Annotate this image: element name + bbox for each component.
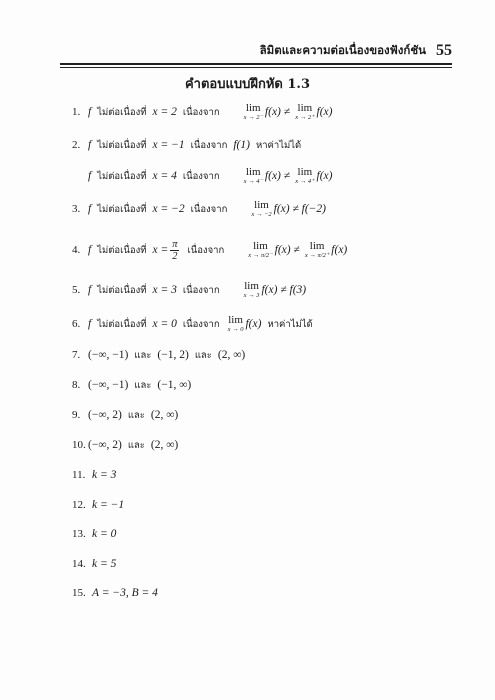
answer-item-12 [72,494,124,516]
function-name: f [88,170,92,182]
condition: x = 3 [152,284,177,296]
reason-expression [249,200,326,218]
because-text: เนื่องจาก [190,139,228,151]
limit-left-expr: f(x) [264,106,281,118]
function-name: f [88,203,92,215]
reason-expression [242,281,307,299]
answer-item-11 [72,464,116,486]
equation: k = 5 [92,558,117,570]
not-continuous-text: ไม่ต่อเนื่องที่ [97,284,147,296]
limit-right-expr: f(x) [316,170,333,182]
equation: k = 3 [92,469,117,481]
limit-expr: f(x) [245,318,262,330]
item-number: 1. [72,106,81,118]
limit-left: lim x → π/2⁻ [248,240,273,259]
function-name: f [88,106,92,118]
limit-right: lim x → 4⁺ [295,166,315,185]
page-number: 55 [436,42,452,59]
limit-left: lim x → 4⁻ [243,166,263,185]
because-text: เนื่องจาก [182,318,220,330]
limit-right: lim x → π/2⁺ [304,240,330,259]
item-number: 15. [72,587,86,599]
item-number: 8. [72,379,81,391]
interval: (−1, ∞) [157,379,192,391]
item-number: 3. [72,203,81,215]
answer-item-8 [72,374,191,396]
limit: lim x → 0 [227,314,244,333]
not-continuous-text: ไม่ต่อเนื่องที่ [97,203,147,215]
equation: k = −1 [92,499,125,511]
interval: (−∞, −1) [88,379,129,391]
interval: (2, ∞) [150,409,179,421]
reason-expression [242,167,333,185]
running-header [60,40,452,62]
limit-expr: f(x) ≠ f(3) [261,284,307,296]
answer-item-7 [72,344,245,366]
answer-item-4 [72,236,347,264]
answer-item-10 [72,434,178,456]
because-text: เนื่องจาก [182,106,220,118]
header-rule-thin [60,67,452,68]
limit-left-expr: f(x) [264,170,281,182]
and-text: และ [127,439,145,451]
condition: x = −1 [152,139,185,151]
not-continuous-text: ไม่ต่อเนื่องที่ [97,318,147,330]
interval: (2, ∞) [150,439,179,451]
because-text: เนื่องจาก [190,203,228,215]
and-text: และ [127,409,145,421]
item-number: 5. [72,284,81,296]
answer-item-13 [72,523,116,545]
reason-expression [242,103,333,121]
item-number: 2. [72,139,81,151]
undefined-text: หาค่าไม่ได้ [267,318,313,330]
item-number: 13. [72,528,86,540]
fraction: $\frac{\pi}{2}$ [172,238,178,262]
header-rule-thick [60,63,452,65]
limit-left-expr: f(x) [274,244,291,256]
item-number: 12. [72,499,86,511]
item-number: 6. [72,318,81,330]
function-name: f [88,284,92,296]
not-continuous-text: ไม่ต่อเนื่องที่ [97,170,147,182]
because-text: เนื่องจาก [182,284,220,296]
interval: (−∞, 2) [88,439,122,451]
function-value: f(1) [233,139,250,151]
equation: k = 0 [92,528,117,540]
condition: x = 2 [152,106,177,118]
item-number: 4. [72,244,81,256]
because-text: เนื่องจาก [182,170,220,182]
reason-expression [246,241,347,259]
because-text: เนื่องจาก [187,244,225,256]
not-continuous-text: ไม่ต่อเนื่องที่ [97,106,147,118]
function-name: f [88,244,92,256]
chapter-title: ลิมิตและความต่อเนื่องของฟังก์ชัน [259,43,426,57]
limit-right: lim x → 2⁺ [295,102,315,121]
interval: (−1, 2) [157,349,189,361]
equation: A = −3, B = 4 [92,587,158,599]
answer-item-2b [72,165,333,187]
not-continuous-text: ไม่ต่อเนื่องที่ [97,244,147,256]
undefined-text: หาค่าไม่ได้ [255,139,302,151]
limit-right-expr: f(x) [316,106,333,118]
relation: ≠ [283,106,291,118]
limit-expr: f(x) ≠ f(−2) [273,203,327,215]
limit-right-expr: f(x) [331,244,348,256]
answer-item-2 [72,134,307,156]
and-text: และ [134,349,152,361]
function-name: f [88,139,92,151]
item-number: 9. [72,409,81,421]
answer-item-1 [72,101,333,123]
and-text: และ [194,349,212,361]
answer-item-9 [72,404,178,426]
condition: x = −2 [152,203,185,215]
page-title: คำตอบแบบฝึกหัด 1.3 [184,77,311,92]
interval: (−∞, 2) [88,409,122,421]
limit: lim x → −2 [251,199,272,218]
item-number: 7. [72,349,81,361]
and-text: และ [134,379,152,391]
relation: ≠ [283,170,291,182]
function-name: f [88,318,92,330]
item-number: 14. [72,558,86,570]
limit: lim x → 3 [243,280,260,299]
not-continuous-text: ไม่ต่อเนื่องที่ [97,139,147,151]
answer-item-3 [72,198,326,220]
condition: x = [152,244,169,256]
answer-item-15 [72,582,158,604]
answer-item-14 [72,553,116,575]
item-number: 10. [72,439,86,451]
condition: x = 0 [152,318,177,330]
answer-item-6 [72,313,319,335]
item-number: 11. [72,469,86,481]
answer-item-5 [72,279,306,301]
interval: (2, ∞) [217,349,246,361]
limit-left: lim x → 2⁻ [243,102,263,121]
interval: (−∞, −1) [88,349,129,361]
relation: ≠ [293,244,300,256]
condition: x = 4 [152,170,177,182]
